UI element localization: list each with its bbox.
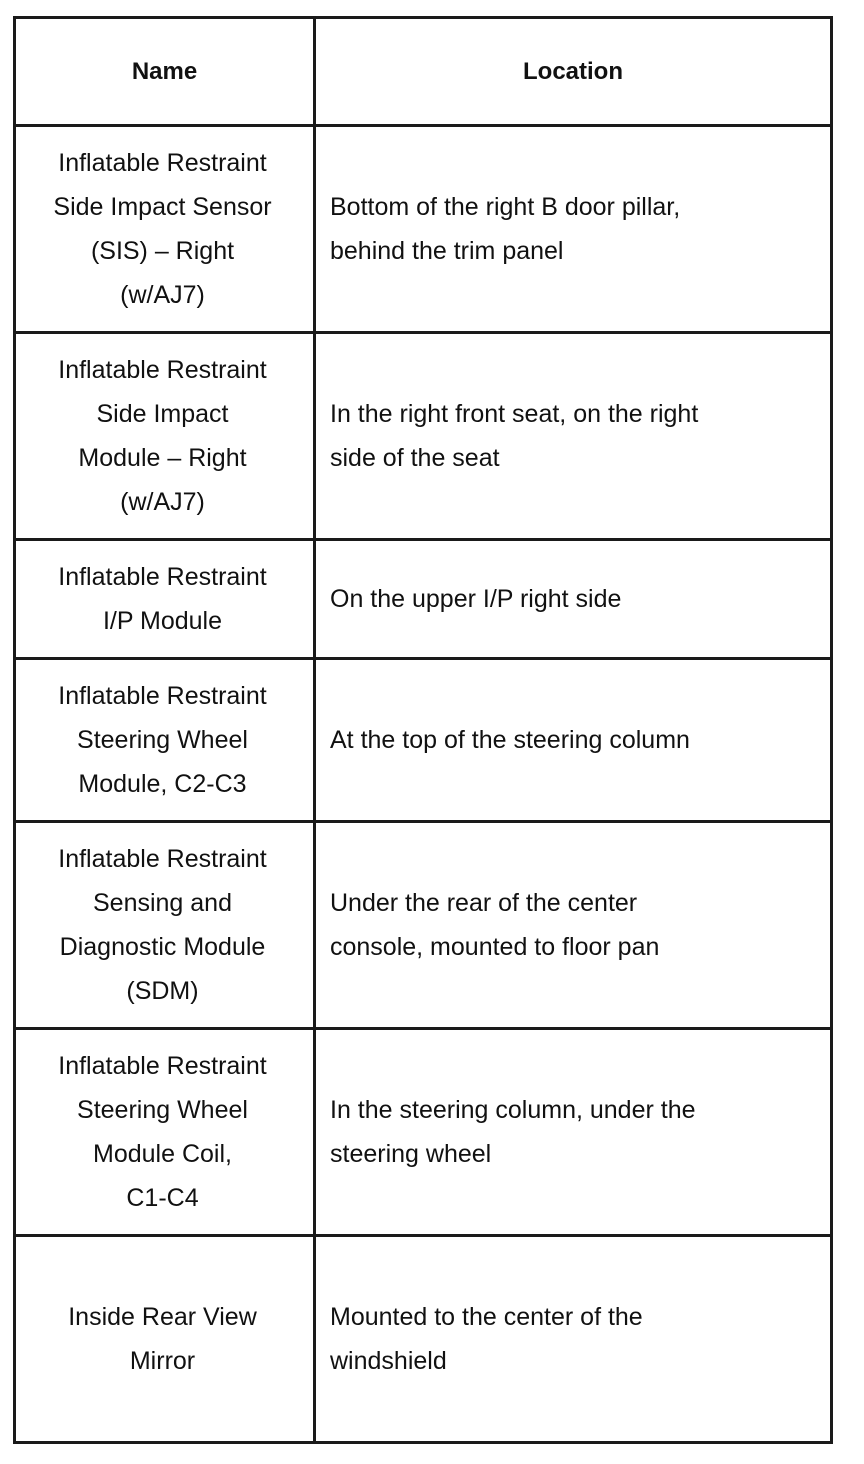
component-location-table [13,16,833,1444]
table-row [15,659,832,822]
component-name: Inflatable Restraint Steering Wheel Module, C2-C3 [58,682,267,798]
component-name: Inflatable Restraint Sensing and Diagnostic Module (SDM) [58,845,267,1005]
name-cell [15,1029,315,1236]
name-cell [15,659,315,822]
column-header-name: Name [15,18,315,126]
location-cell [315,333,832,540]
location-cell [315,540,832,659]
location-cell [315,1029,832,1236]
component-location: At the top of the steering column [330,726,690,754]
table-row [15,1236,832,1443]
name-cell [15,126,315,333]
name-cell [15,1236,315,1443]
component-name: Inflatable Restraint Side Impact Module – Right (w/AJ7) [58,356,267,516]
location-cell [315,126,832,333]
component-location: Mounted to the center of the windshield [330,1303,643,1375]
component-location: Bottom of the right B door pillar, behind the trim panel [330,193,681,265]
location-cell [315,1236,832,1443]
column-header-location: Location [315,18,832,126]
name-cell [15,822,315,1029]
location-cell [315,822,832,1029]
location-cell [315,659,832,822]
table-header [15,18,832,126]
component-name: Inflatable Restraint Side Impact Sensor (SIS) – Right (w/AJ7) [53,149,272,309]
name-cell [15,333,315,540]
table-row [15,1029,832,1236]
component-location: In the right front seat, on the right side of the seat [330,400,699,472]
component-location: In the steering column, under the steering wheel [330,1096,696,1168]
table-body [15,126,832,1443]
table-row [15,333,832,540]
table-row [15,822,832,1029]
component-name: Inside Rear View Mirror [68,1303,257,1375]
header-row [15,18,832,126]
name-cell [15,540,315,659]
component-location: On the upper I/P right side [330,585,622,613]
table-row [15,126,832,333]
component-location: Under the rear of the center console, mounted to floor pan [330,889,660,961]
table-row [15,540,832,659]
component-name: Inflatable Restraint I/P Module [58,563,267,635]
component-name: Inflatable Restraint Steering Wheel Module Coil, C1-C4 [58,1052,267,1212]
